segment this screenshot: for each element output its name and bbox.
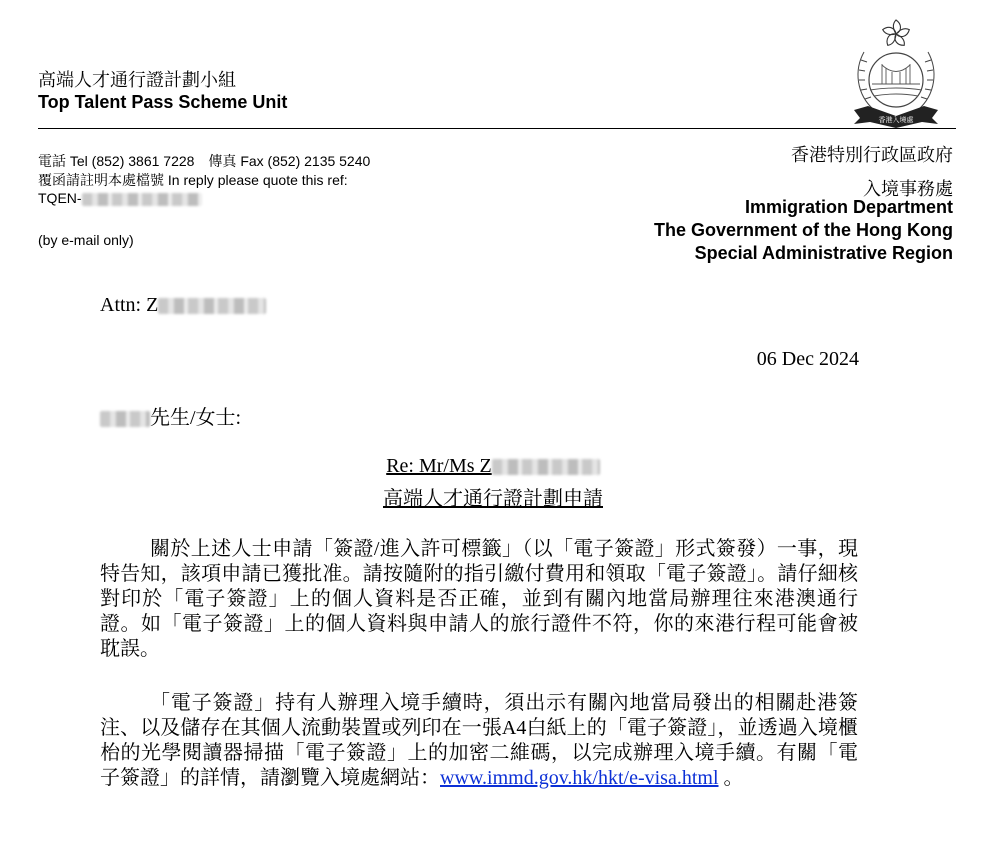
department-name-chinese: 入境事務處 [863, 179, 953, 199]
reference-number [38, 190, 202, 207]
letter-date: 06 Dec 2024 [756, 348, 859, 370]
delivery-method: (by e-mail only) [38, 232, 134, 248]
header-divider [38, 128, 956, 129]
link-trailing-punctuation: 。 [718, 767, 744, 789]
salutation-suffix: 先生/女士: [150, 407, 242, 429]
department-name-english: Immigration Department [744, 197, 953, 217]
reference-prefix: TQEN- [38, 190, 82, 206]
body-paragraph-2 [100, 691, 858, 791]
evisa-website-link[interactable]: www.immd.gov.hk/hkt/e-visa.html [440, 767, 719, 789]
government-name-english-line1: The Government of the Hong Kong [654, 220, 953, 240]
subject-chinese: 高端人才通行證計劃申請 [383, 488, 603, 510]
attention-line [100, 294, 266, 317]
government-name-chinese: 香港特別行政區政府 [791, 145, 953, 165]
government-name-english-line2: Special Administrative Region [694, 243, 953, 263]
subject-line [0, 455, 986, 478]
redacted-surname [100, 411, 150, 427]
attention-prefix: Attn: Z [100, 294, 159, 316]
body-paragraph-1: 關於上述人士申請「簽證/進入許可標籤」（以「電子簽證」形式簽發）一事，現特告知，該項申請已獲批准。請按隨附的指引繳付費用和領取「電子簽證」。請仔細核對印於「電子簽證」上的個人資料是否正確，並到有關內地當局辦理往來港澳通行證。如「電子簽證」上的個人資料與申請人的旅行證件不符，你的來港行程可能會被耽誤。 [100, 538, 858, 660]
salutation [100, 401, 241, 430]
body-paragraph-2-text: 「電子簽證」持有人辦理入境手續時，須出示有關內地當局發出的相關赴港簽注、以及儲存在其個人流動裝置或列印在一張A4白紙上的「電子簽證」，並透過入境櫃枱的光學閱讀器掃描「電子簽證」上的加密二維碼，以完成辦理入境手續。有關「電子簽證」的詳情，請瀏覽入境處網站： [100, 692, 858, 789]
redacted-subject-name [492, 459, 600, 475]
immigration-emblem-icon [848, 12, 944, 130]
svg-text:香港入境處: 香港入境處 [878, 116, 914, 124]
redacted-reference [82, 193, 202, 206]
telephone-fax: 電話 Tel (852) 3861 7228 傳真 Fax (852) 2135 5240 [38, 153, 371, 169]
subject-prefix: Re: Mr/Ms Z [386, 455, 492, 477]
redacted-name [158, 298, 266, 314]
unit-name-english: Top Talent Pass Scheme Unit [38, 92, 288, 112]
unit-name-chinese: 高端人才通行證計劃小組 [38, 70, 236, 90]
reply-reference-note: 覆函請註明本處檔號 In reply please quote this ref: [38, 172, 348, 188]
